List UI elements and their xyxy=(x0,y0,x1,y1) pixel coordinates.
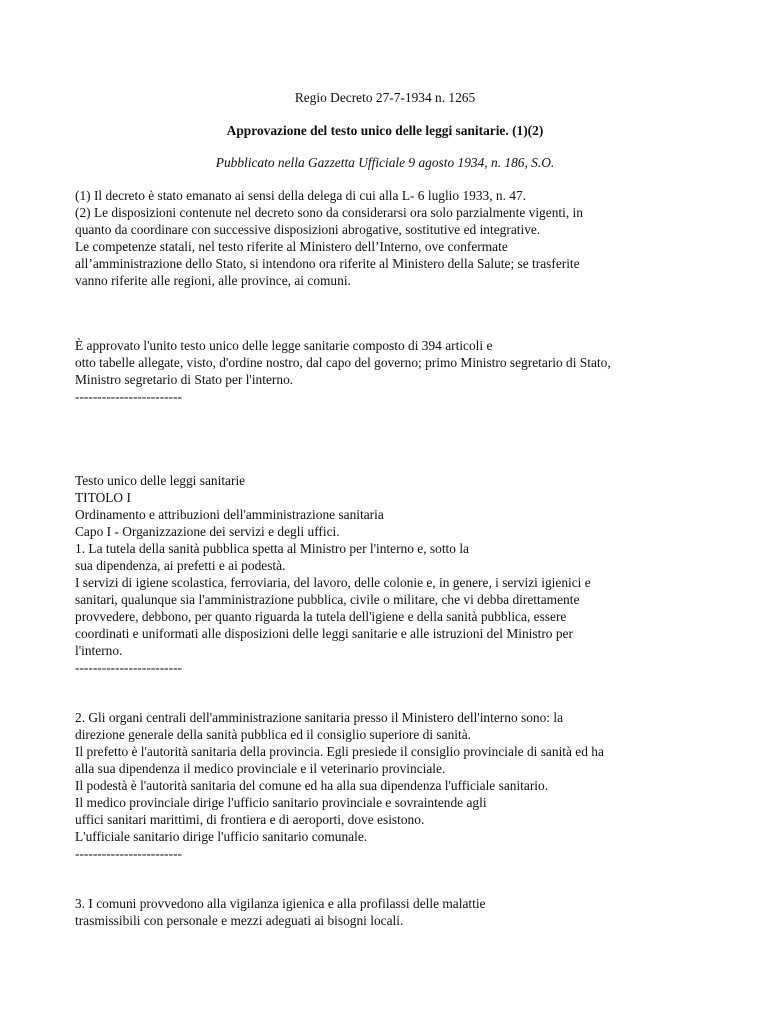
title-subheading: Ordinamento e attribuzioni dell'amministrazione sanitaria xyxy=(75,507,384,522)
article-2-line: uffici sanitari marittimi, di frontiera e di aeroporti, dove esistono. xyxy=(75,812,425,827)
article-1-line: I servizi di igiene scolastica, ferroviaria, del lavoro, delle colonie e, in genere, i servizi igienici e xyxy=(75,575,591,590)
separator: ------------------------ xyxy=(75,389,183,404)
note-line: Le competenze statali, nel testo riferite al Ministero dell’Interno, ove confermate xyxy=(75,239,508,254)
article-3-line: 3. I comuni provvedono alla vigilanza igienica e alla profilassi delle malattie xyxy=(75,896,486,911)
chapter-heading: Capo I - Organizzazione dei servizi e degli uffici. xyxy=(75,524,340,539)
note-line: all’amministrazione dello Stato, si intendono ora riferite al Ministero della Salute; se trasferite xyxy=(75,256,580,271)
article-1-line: 1. La tutela della sanità pubblica spetta al Ministro per l'interno e, sotto la xyxy=(75,541,469,556)
article-1-line: provvedere, debbono, per quanto riguarda la tutela dell'igiene e della sanità pubblica, essere xyxy=(75,609,567,624)
article-1-line: sua dipendenza, ai prefetti e ai podestà. xyxy=(75,558,286,573)
article-2-line: Il podestà è l'autorità sanitaria del comune ed ha alla sua dipendenza l'ufficiale sanitario. xyxy=(75,778,549,793)
article-2-line: L'ufficiale sanitario dirige l'ufficio sanitario comunale. xyxy=(75,829,368,844)
note-line: quanto da coordinare con successive disposizioni abrogative, sostitutive ed integrative. xyxy=(75,222,541,237)
note-line: vanno riferite alle regioni, alle province, ai comuni. xyxy=(75,273,351,288)
article-1-line: l'interno. xyxy=(75,643,123,658)
article-2-line: Il medico provinciale dirige l'ufficio sanitario provinciale e sovraintende agli xyxy=(75,795,487,810)
article-2-line: 2. Gli organi centrali dell'amministrazione sanitaria presso il Ministero dell'interno sono: la xyxy=(75,710,564,725)
approval-line: È approvato l'unito testo unico delle legge sanitarie composto di 394 articoli e xyxy=(75,338,493,353)
note-line: (2) Le disposizioni contenute nel decreto sono da considerarsi ora solo parzialmente vigenti, in xyxy=(75,205,583,220)
article-2-line: Il prefetto è l'autorità sanitaria della provincia. Egli presiede il consiglio provinciale di sanità ed ha xyxy=(75,744,604,759)
separator: ------------------------ xyxy=(75,846,183,861)
article-1-line: coordinati e uniformati alle disposizioni delle leggi sanitarie e alle istruzioni del Ministro per xyxy=(75,626,573,641)
decree-reference: Regio Decreto 27-7-1934 n. 1265 xyxy=(294,90,476,105)
article-1-line: sanitari, qualunque sia l'amministrazione pubblica, civile o militare, che vi debba direttamente xyxy=(75,592,580,607)
document-title: Approvazione del testo unico delle leggi sanitarie. (1)(2) xyxy=(226,123,544,138)
article-3-line: trasmissibili con personale e mezzi adeguati ai bisogni locali. xyxy=(75,913,404,928)
article-2-line: alla sua dipendenza il medico provinciale e il veterinario provinciale. xyxy=(75,761,446,776)
separator: ------------------------ xyxy=(75,660,183,675)
article-2-line: direzione generale della sanità pubblica ed il consiglio superiore di sanità. xyxy=(75,727,471,742)
approval-line: otto tabelle allegate, visto, d'ordine nostro, dal capo del governo; primo Ministro segretario di Stato, xyxy=(75,355,611,370)
section-heading: Testo unico delle leggi sanitarie xyxy=(75,473,246,488)
approval-line: Ministro segretario di Stato per l'interno. xyxy=(75,372,294,387)
note-line: (1) Il decreto è stato emanato ai sensi della delega di cui alla L- 6 luglio 1933, n. 47. xyxy=(75,188,527,203)
title-heading: TITOLO I xyxy=(75,490,131,505)
publication-info: Pubblicato nella Gazzetta Ufficiale 9 agosto 1934, n. 186, S.O. xyxy=(215,155,555,170)
